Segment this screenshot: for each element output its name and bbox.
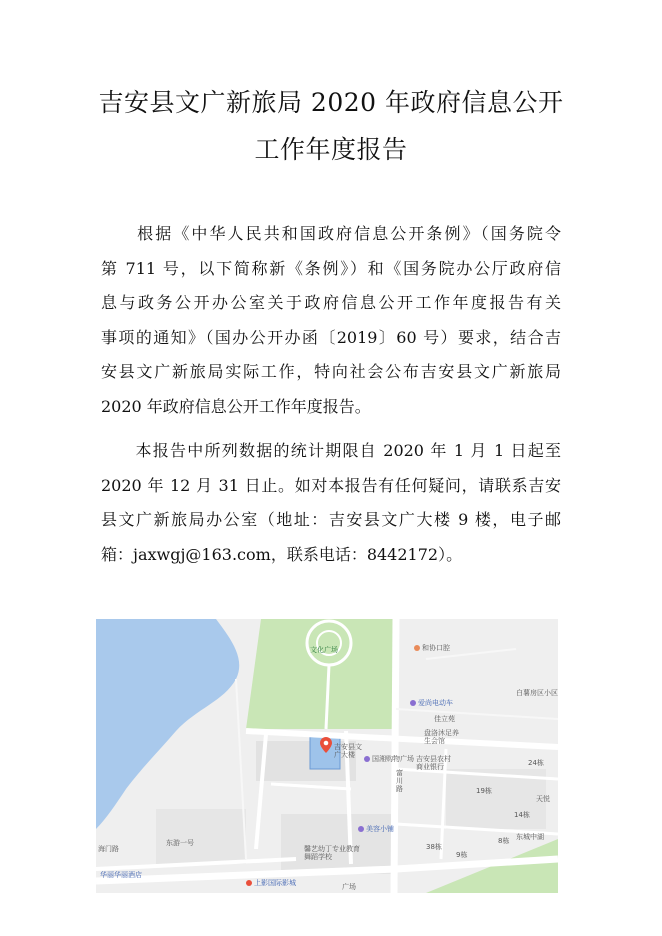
map-label-b9: 9栋 [456,851,468,859]
map-label-bank: 吉安县农村商业银行 [416,755,451,771]
map-label-road: 富川路 [396,769,403,793]
title-line-1: 吉安县文广新旅局 2020 年政府信息公开 [98,88,564,117]
paragraph-line: 本报告中所列数据的统计期限自 2020 年 1 月 1 日起至 [101,441,561,460]
location-map [96,619,558,893]
map-label-cinema-text: 上影国际影城 [254,879,296,887]
map-label-guangchang: 广场 [342,883,356,891]
paragraph-line: 安县文广新旅局实际工作，特向社会公布吉安县文广新旅局 [101,362,561,381]
paragraph-line: 2020 年政府信息公开工作年度报告。 [101,396,371,416]
paragraph-contact [101,434,561,572]
map-label-mall-text: 国湘购物广场 [372,755,414,763]
paragraph-line: 箱：jaxwgj@163.com，联系电话：8442172）。 [101,544,463,564]
map-label-duhu: 东游一号 [166,839,194,847]
map-label-lan: 海门路 [98,845,119,853]
map-label-school: 馨艺幼丁专业教育舞蹈学校 [304,845,360,861]
map-label-b38: 38栋 [426,843,442,851]
paragraph-basis [101,217,561,424]
paragraph-line: 县文广新旅局办公室（地址：吉安县文广大楼 9 楼，电子邮 [101,510,561,529]
paragraph-line: 事项的通知》（国办公开办函〔2019〕60 号）要求，结合吉 [101,327,561,347]
map-label-xiaowu-text: 美容小铺 [366,825,394,833]
paragraph-line: 根据《中华人民共和国政府信息公开条例》（国务院令 [101,224,561,243]
map-label-hospital [414,644,450,652]
map-label-b8: 8栋 [498,837,510,845]
map-label-jiali: 佳立苑 [434,715,455,723]
map-label-plaza: 文化广场 [310,646,338,654]
map-label-b14: 14栋 [514,811,530,819]
title-line-2: 工作年度报告 [254,135,408,164]
map-label-xiaowu [358,825,394,833]
map-label-b19: 19栋 [476,787,492,795]
map-label-lane24: 24栋 [528,759,544,767]
map-label-tianyue: 天悦 [536,795,550,803]
map-label-store-text: 爱尚电动车 [418,699,453,707]
map-label-cinema [246,879,296,887]
map-label-store [410,699,453,707]
map-label-hotel: 华丽华丽酒店 [100,871,142,879]
paragraph-line: 第 711 号，以下简称新《条例》）和《国务院办公厅政府信 [101,258,561,278]
park-area [246,619,396,729]
map-label-health: 盘洛沐足养生会馆 [424,729,459,745]
map-label-mall [364,755,414,763]
map-label-xiaoqu: 白薯房区小区 [516,689,558,697]
map-label-hospital-text: 和协口腔 [422,644,450,652]
paragraph-line: 2020 年 12 月 31 日止。如对本报告有任何疑问，请联系吉安 [101,475,561,495]
map-label-nanluo: 东城中湖 [516,833,544,841]
paragraph-line: 息与政务公开办公室关于政府信息公开工作年度报告有关 [101,293,561,312]
map-label-building: 吉安县文广大楼 [334,743,362,759]
location-pin-icon [320,737,332,753]
